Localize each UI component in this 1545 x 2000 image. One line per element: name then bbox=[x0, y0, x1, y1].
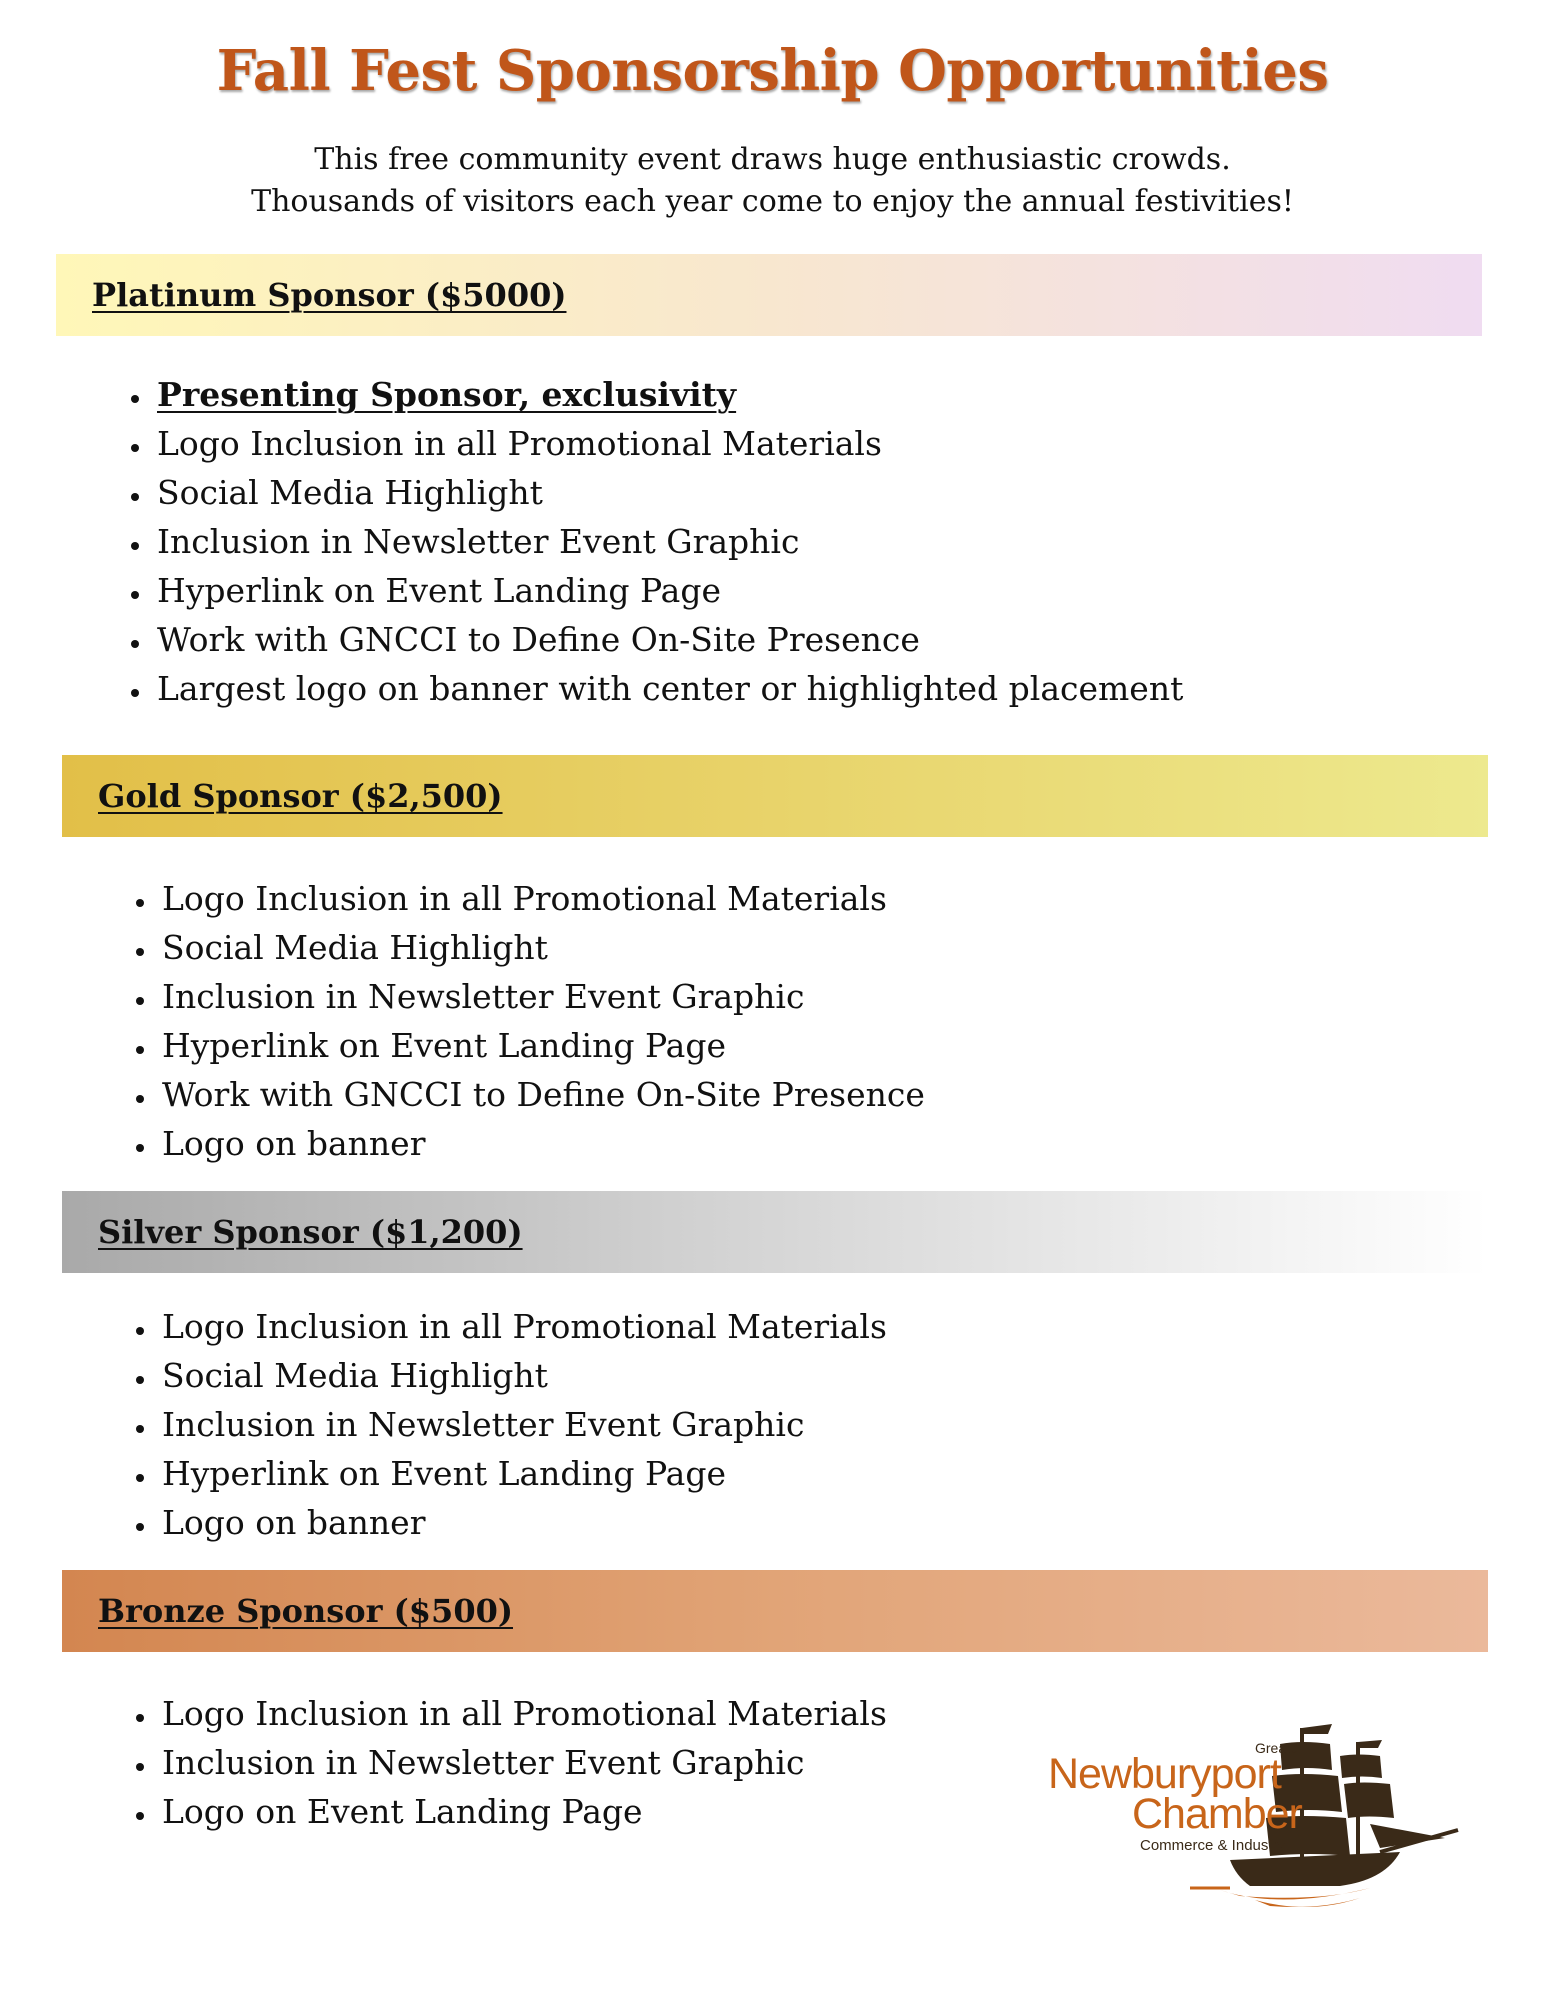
benefit-item: • Inclusion in Newsletter Event Graphic bbox=[158, 1738, 887, 1787]
logo-chamber-text: Chamber bbox=[1132, 1790, 1302, 1838]
benefit-list-bronze bbox=[120, 1689, 887, 1836]
benefit-item: • Logo on Event Landing Page bbox=[158, 1787, 887, 1836]
logo-greater-text: Greater bbox=[1255, 1740, 1303, 1756]
benefit-item: • Logo Inclusion in all Promotional Materials bbox=[158, 1689, 887, 1738]
benefit-item: • Largest logo on banner with center or highlighted placement bbox=[153, 664, 1183, 713]
benefit-item: • Logo Inclusion in all Promotional Materials bbox=[158, 1302, 887, 1351]
benefit-item: • Hyperlink on Event Landing Page bbox=[158, 1449, 887, 1498]
tier-header-silver bbox=[62, 1191, 1488, 1273]
tier-title-gold: Gold Sponsor ($2,500) bbox=[98, 777, 503, 815]
benefit-item: • Inclusion in Newsletter Event Graphic bbox=[153, 517, 1183, 566]
benefit-item: • Logo on banner bbox=[158, 1119, 925, 1168]
tier-title-silver: Silver Sponsor ($1,200) bbox=[98, 1213, 523, 1251]
benefit-item: • Logo on banner bbox=[158, 1498, 887, 1547]
intro-line-1: This free community event draws huge enthusiastic crowds. bbox=[314, 142, 1231, 177]
benefit-item: • Social Media Highlight bbox=[153, 468, 1183, 517]
benefit-item: • Inclusion in Newsletter Event Graphic bbox=[158, 972, 925, 1021]
tier-header-platinum bbox=[56, 254, 1482, 336]
intro-line-2: Thousands of visitors each year come to enjoy the annual festivities! bbox=[251, 184, 1294, 219]
benefit-item: • Logo Inclusion in all Promotional Materials bbox=[158, 874, 925, 923]
page-title: Fall Fest Sponsorship Opportunities bbox=[216, 38, 1329, 104]
benefit-item: • Social Media Highlight bbox=[158, 923, 925, 972]
benefit-item: • Hyperlink on Event Landing Page bbox=[153, 566, 1183, 615]
benefit-item: • Hyperlink on Event Landing Page bbox=[158, 1021, 925, 1070]
benefit-item: • Inclusion in Newsletter Event Graphic bbox=[158, 1400, 887, 1449]
chamber-logo bbox=[1040, 1720, 1480, 1910]
benefit-item: • Work with GNCCI to Define On-Site Presence bbox=[158, 1070, 925, 1119]
tier-header-bronze bbox=[62, 1570, 1488, 1652]
benefit-list-platinum bbox=[115, 370, 1183, 713]
benefit-item: • Work with GNCCI to Define On-Site Presence bbox=[153, 615, 1183, 664]
logo-tagline: Commerce & Industry bbox=[1140, 1837, 1286, 1854]
benefit-item: • Presenting Sponsor, exclusivity bbox=[153, 370, 1183, 419]
tier-header-gold bbox=[62, 755, 1488, 837]
benefit-list-gold bbox=[120, 874, 925, 1168]
benefit-list-silver bbox=[120, 1302, 887, 1547]
tier-title-platinum: Platinum Sponsor ($5000) bbox=[92, 276, 567, 314]
tier-title-bronze: Bronze Sponsor ($500) bbox=[98, 1592, 513, 1630]
benefit-item: • Social Media Highlight bbox=[158, 1351, 887, 1400]
benefit-item: • Logo Inclusion in all Promotional Materials bbox=[153, 419, 1183, 468]
logo-newburyport-text: Newburyport bbox=[1048, 1750, 1281, 1798]
